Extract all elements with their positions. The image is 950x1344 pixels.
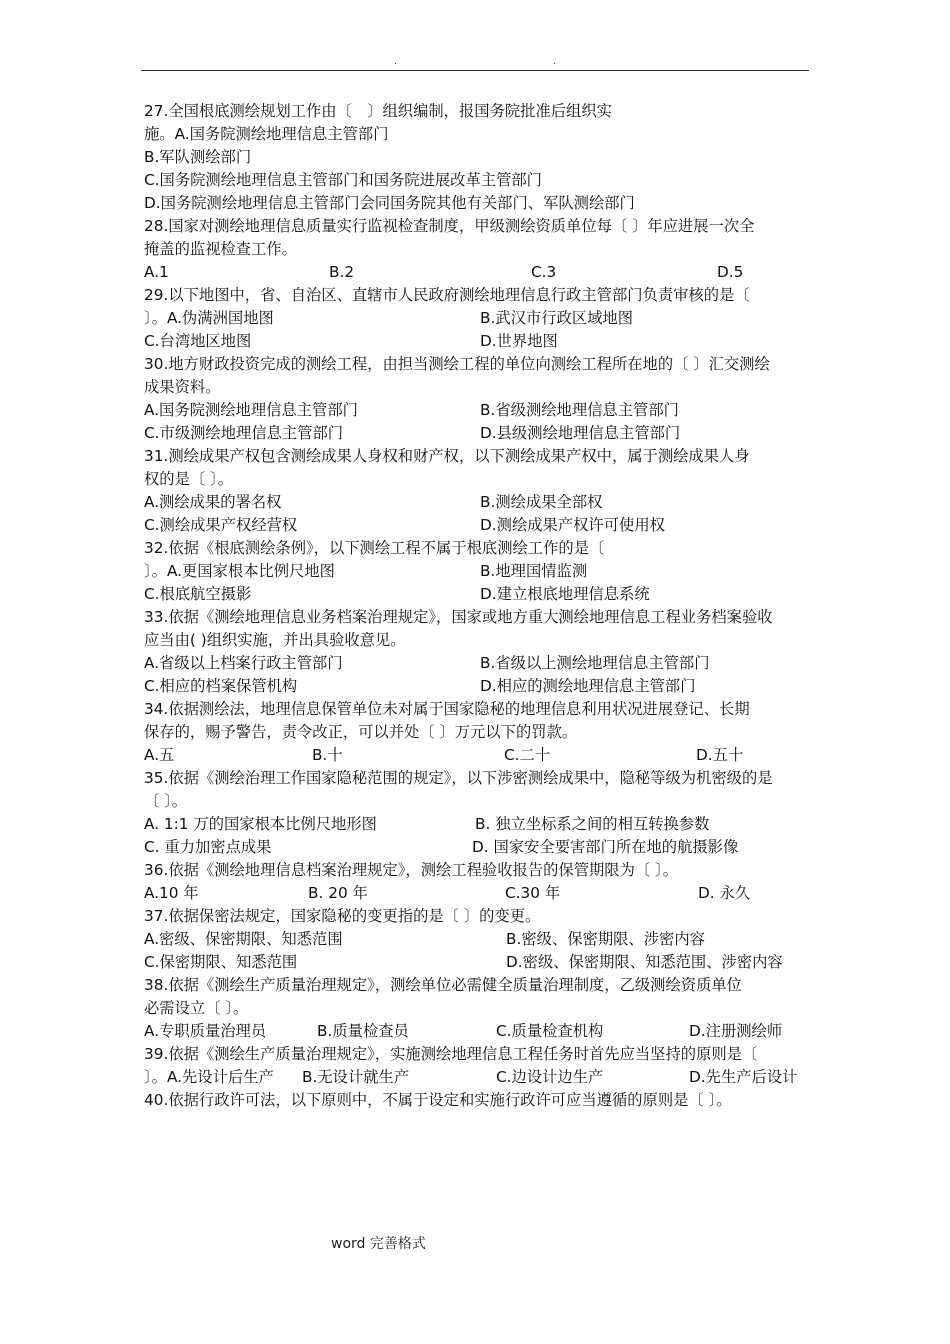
- text-line: [144, 813, 812, 836]
- text-content: 36.依据《测绘地理信息档案治理规定》，测绘工程验收报告的保管期限为〔 〕。: [144, 861, 678, 879]
- text-segment: B. 20 年: [308, 884, 368, 902]
- text-line: [144, 882, 812, 905]
- text-content: 31.测绘成果产权包含测绘成果人身权和财产权，以下测绘成果产权中，属于测绘成果人身: [144, 447, 750, 465]
- text-line: [144, 468, 812, 491]
- text-content: 33.依据《测绘地理信息业务档案治理规定》，国家或地方重大测绘地理信息工程业务档案验收: [144, 608, 773, 626]
- text-line: [144, 629, 812, 652]
- text-content: 掩盖的监视检查工作。: [144, 240, 297, 258]
- text-segment: B.密级、保密期限、涉密内容: [506, 930, 705, 948]
- text-content: 39.依据《测绘生产质量治理规定》，实施测绘地理信息工程任务时首先应当坚持的原则是〔: [144, 1045, 758, 1063]
- text-segment: D.相应的测绘地理信息主管部门: [480, 677, 696, 695]
- text-line: [144, 537, 812, 560]
- text-line: [144, 192, 812, 215]
- text-content: B.军队测绘部门: [144, 148, 252, 166]
- text-segment: C.二十: [504, 746, 551, 764]
- text-content: 27.全国根底测绘规划工作由〔 〕组织编制，报国务院批准后组织实: [144, 102, 612, 120]
- text-line: [144, 215, 812, 238]
- text-segment: D. 永久: [698, 884, 751, 902]
- text-content: 30.地方财政投资完成的测绘工程，由担当测绘工程的单位向测绘工程所在地的〔 〕汇交测绘: [144, 355, 770, 373]
- text-line: [144, 928, 812, 951]
- text-segment: 〕。A.更国家根本比例尺地图: [144, 562, 335, 580]
- text-segment: D.5: [717, 263, 744, 281]
- text-content: 施。A.国务院测绘地理信息主管部门: [144, 125, 389, 143]
- text-segment: C.30 年: [505, 884, 561, 902]
- text-line: [144, 583, 812, 606]
- text-line: [144, 974, 812, 997]
- text-line: [144, 905, 812, 928]
- text-content: 37.依据保密法规定，国家隐秘的变更指的是〔 〕的变更。: [144, 907, 541, 925]
- text-line: [144, 1089, 812, 1112]
- text-segment: C. 重力加密点成果: [144, 838, 272, 856]
- text-content: 34.依据测绘法，地理信息保管单位未对属于国家隐秘的地理信息利用状况进展登记、长期: [144, 700, 750, 718]
- text-content: 应当由( )组织实施，并出具验收意见。: [144, 631, 406, 649]
- text-segment: B.2: [329, 263, 355, 281]
- text-segment: D.测绘成果产权许可使用权: [480, 516, 665, 534]
- text-line: [144, 1066, 812, 1089]
- text-line: [144, 376, 812, 399]
- text-content: 成果资料。: [144, 378, 221, 396]
- text-line: [144, 261, 812, 284]
- text-content: 保存的，赐予警告，责令改正，可以并处〔 〕万元以下的罚款。: [144, 723, 578, 741]
- text-segment: A.测绘成果的署名权: [144, 493, 282, 511]
- text-segment: C.市级测绘地理信息主管部门: [144, 424, 344, 442]
- text-line: [144, 560, 812, 583]
- text-segment: B.武汉市行政区域地图: [480, 309, 634, 327]
- text-segment: D.世界地图: [480, 332, 558, 350]
- text-segment: C.测绘成果产权经营权: [144, 516, 298, 534]
- text-line: [144, 445, 812, 468]
- text-segment: 〕。A.先设计后生产: [144, 1068, 274, 1086]
- text-segment: D. 国家安全要害部门所在地的航摄影像: [472, 838, 739, 856]
- text-content: 必需设立〔 〕。: [144, 999, 249, 1017]
- text-line: [144, 652, 812, 675]
- text-line: [144, 951, 812, 974]
- text-line: [144, 698, 812, 721]
- text-line: [144, 330, 812, 353]
- text-segment: A.省级以上档案行政主管部门: [144, 654, 343, 672]
- text-line: [144, 169, 812, 192]
- header-rule: [141, 70, 809, 71]
- text-segment: C.质量检查机构: [496, 1022, 604, 1040]
- text-segment: A.1: [144, 263, 169, 281]
- text-segment: 〕。A.伪满洲国地图: [144, 309, 274, 327]
- text-segment: C.边设计边生产: [496, 1068, 604, 1086]
- text-segment: D.注册测绘师: [689, 1022, 783, 1040]
- text-line: [144, 1020, 812, 1043]
- text-content: 38.依据《测绘生产质量治理规定》，测绘单位必需健全质量治理制度，乙级测绘资质单位: [144, 976, 742, 994]
- text-line: [144, 238, 812, 261]
- text-content: 29.以下地图中，省、自治区、直辖市人民政府测绘地理信息行政主管部门负责审核的是〔: [144, 286, 750, 304]
- text-segment: A.密级、保密期限、知悉范围: [144, 930, 343, 948]
- text-line: [144, 514, 812, 537]
- text-content: D.国务院测绘地理信息主管部门会同国务院其他有关部门、军队测绘部门: [144, 194, 635, 212]
- header-dot-left: .: [394, 56, 398, 67]
- text-segment: B.质量检查员: [317, 1022, 409, 1040]
- text-segment: D.密级、保密期限、知悉范围、涉密内容: [506, 953, 783, 971]
- text-segment: C.保密期限、知悉范围: [144, 953, 298, 971]
- text-segment: A.五: [144, 746, 175, 764]
- text-line: [144, 606, 812, 629]
- text-segment: C.台湾地区地图: [144, 332, 252, 350]
- text-line: [144, 307, 812, 330]
- document-body: [144, 100, 812, 1112]
- text-content: 40.依据行政许可法，以下原则中，不属于设定和实施行政许可应当遵循的原则是〔 〕。: [144, 1091, 732, 1109]
- text-segment: D.五十: [696, 746, 744, 764]
- text-line: [144, 100, 812, 123]
- text-line: [144, 399, 812, 422]
- header-dot-right: .: [553, 56, 557, 67]
- text-content: 28.国家对测绘地理信息质量实行监视检查制度，甲级测绘资质单位每〔 〕年应进展一次全: [144, 217, 755, 235]
- text-content: C.国务院测绘地理信息主管部门和国务院进展改革主管部门: [144, 171, 542, 189]
- text-content: 32.依据《根底测绘条例》，以下测绘工程不属于根底测绘工作的是〔: [144, 539, 605, 557]
- text-segment: B.无设计就生产: [302, 1068, 410, 1086]
- text-segment: D.建立根底地理信息系统: [480, 585, 650, 603]
- text-segment: D.先生产后设计: [689, 1068, 798, 1086]
- text-segment: B.十: [312, 746, 343, 764]
- text-segment: A.10 年: [144, 884, 199, 902]
- text-segment: B. 独立坐标系之间的相互转换参数: [475, 815, 710, 833]
- text-segment: B.省级以上测绘地理信息主管部门: [480, 654, 710, 672]
- text-line: [144, 744, 812, 767]
- text-line: [144, 675, 812, 698]
- text-segment: C.根底航空摄影: [144, 585, 252, 603]
- text-segment: D.县级测绘地理信息主管部门: [480, 424, 681, 442]
- text-line: [144, 836, 812, 859]
- text-line: [144, 721, 812, 744]
- text-line: [144, 284, 812, 307]
- text-content: 权的是〔 〕。: [144, 470, 233, 488]
- text-line: [144, 491, 812, 514]
- text-segment: B.地理国情监测: [480, 562, 588, 580]
- text-segment: A.专职质量治理员: [144, 1022, 267, 1040]
- text-line: [144, 422, 812, 445]
- text-segment: B.测绘成果全部权: [480, 493, 603, 511]
- text-line: [144, 997, 812, 1020]
- text-segment: C.3: [531, 263, 557, 281]
- text-segment: C.相应的档案保管机构: [144, 677, 298, 695]
- text-line: [144, 353, 812, 376]
- text-segment: A. 1:1 万的国家根本比例尺地形图: [144, 815, 377, 833]
- text-content: 〔 〕。: [144, 792, 188, 810]
- text-line: [144, 859, 812, 882]
- text-line: [144, 123, 812, 146]
- text-line: [144, 146, 812, 169]
- text-content: 35.依据《测绘治理工作国家隐秘范围的规定》，以下涉密测绘成果中，隐秘等级为机密级的是: [144, 769, 773, 787]
- text-line: [144, 767, 812, 790]
- text-line: [144, 1043, 812, 1066]
- header-dots: [141, 57, 809, 69]
- text-line: [144, 790, 812, 813]
- text-segment: A.国务院测绘地理信息主管部门: [144, 401, 358, 419]
- text-segment: B.省级测绘地理信息主管部门: [480, 401, 679, 419]
- footer-text: word 完善格式: [331, 1236, 426, 1252]
